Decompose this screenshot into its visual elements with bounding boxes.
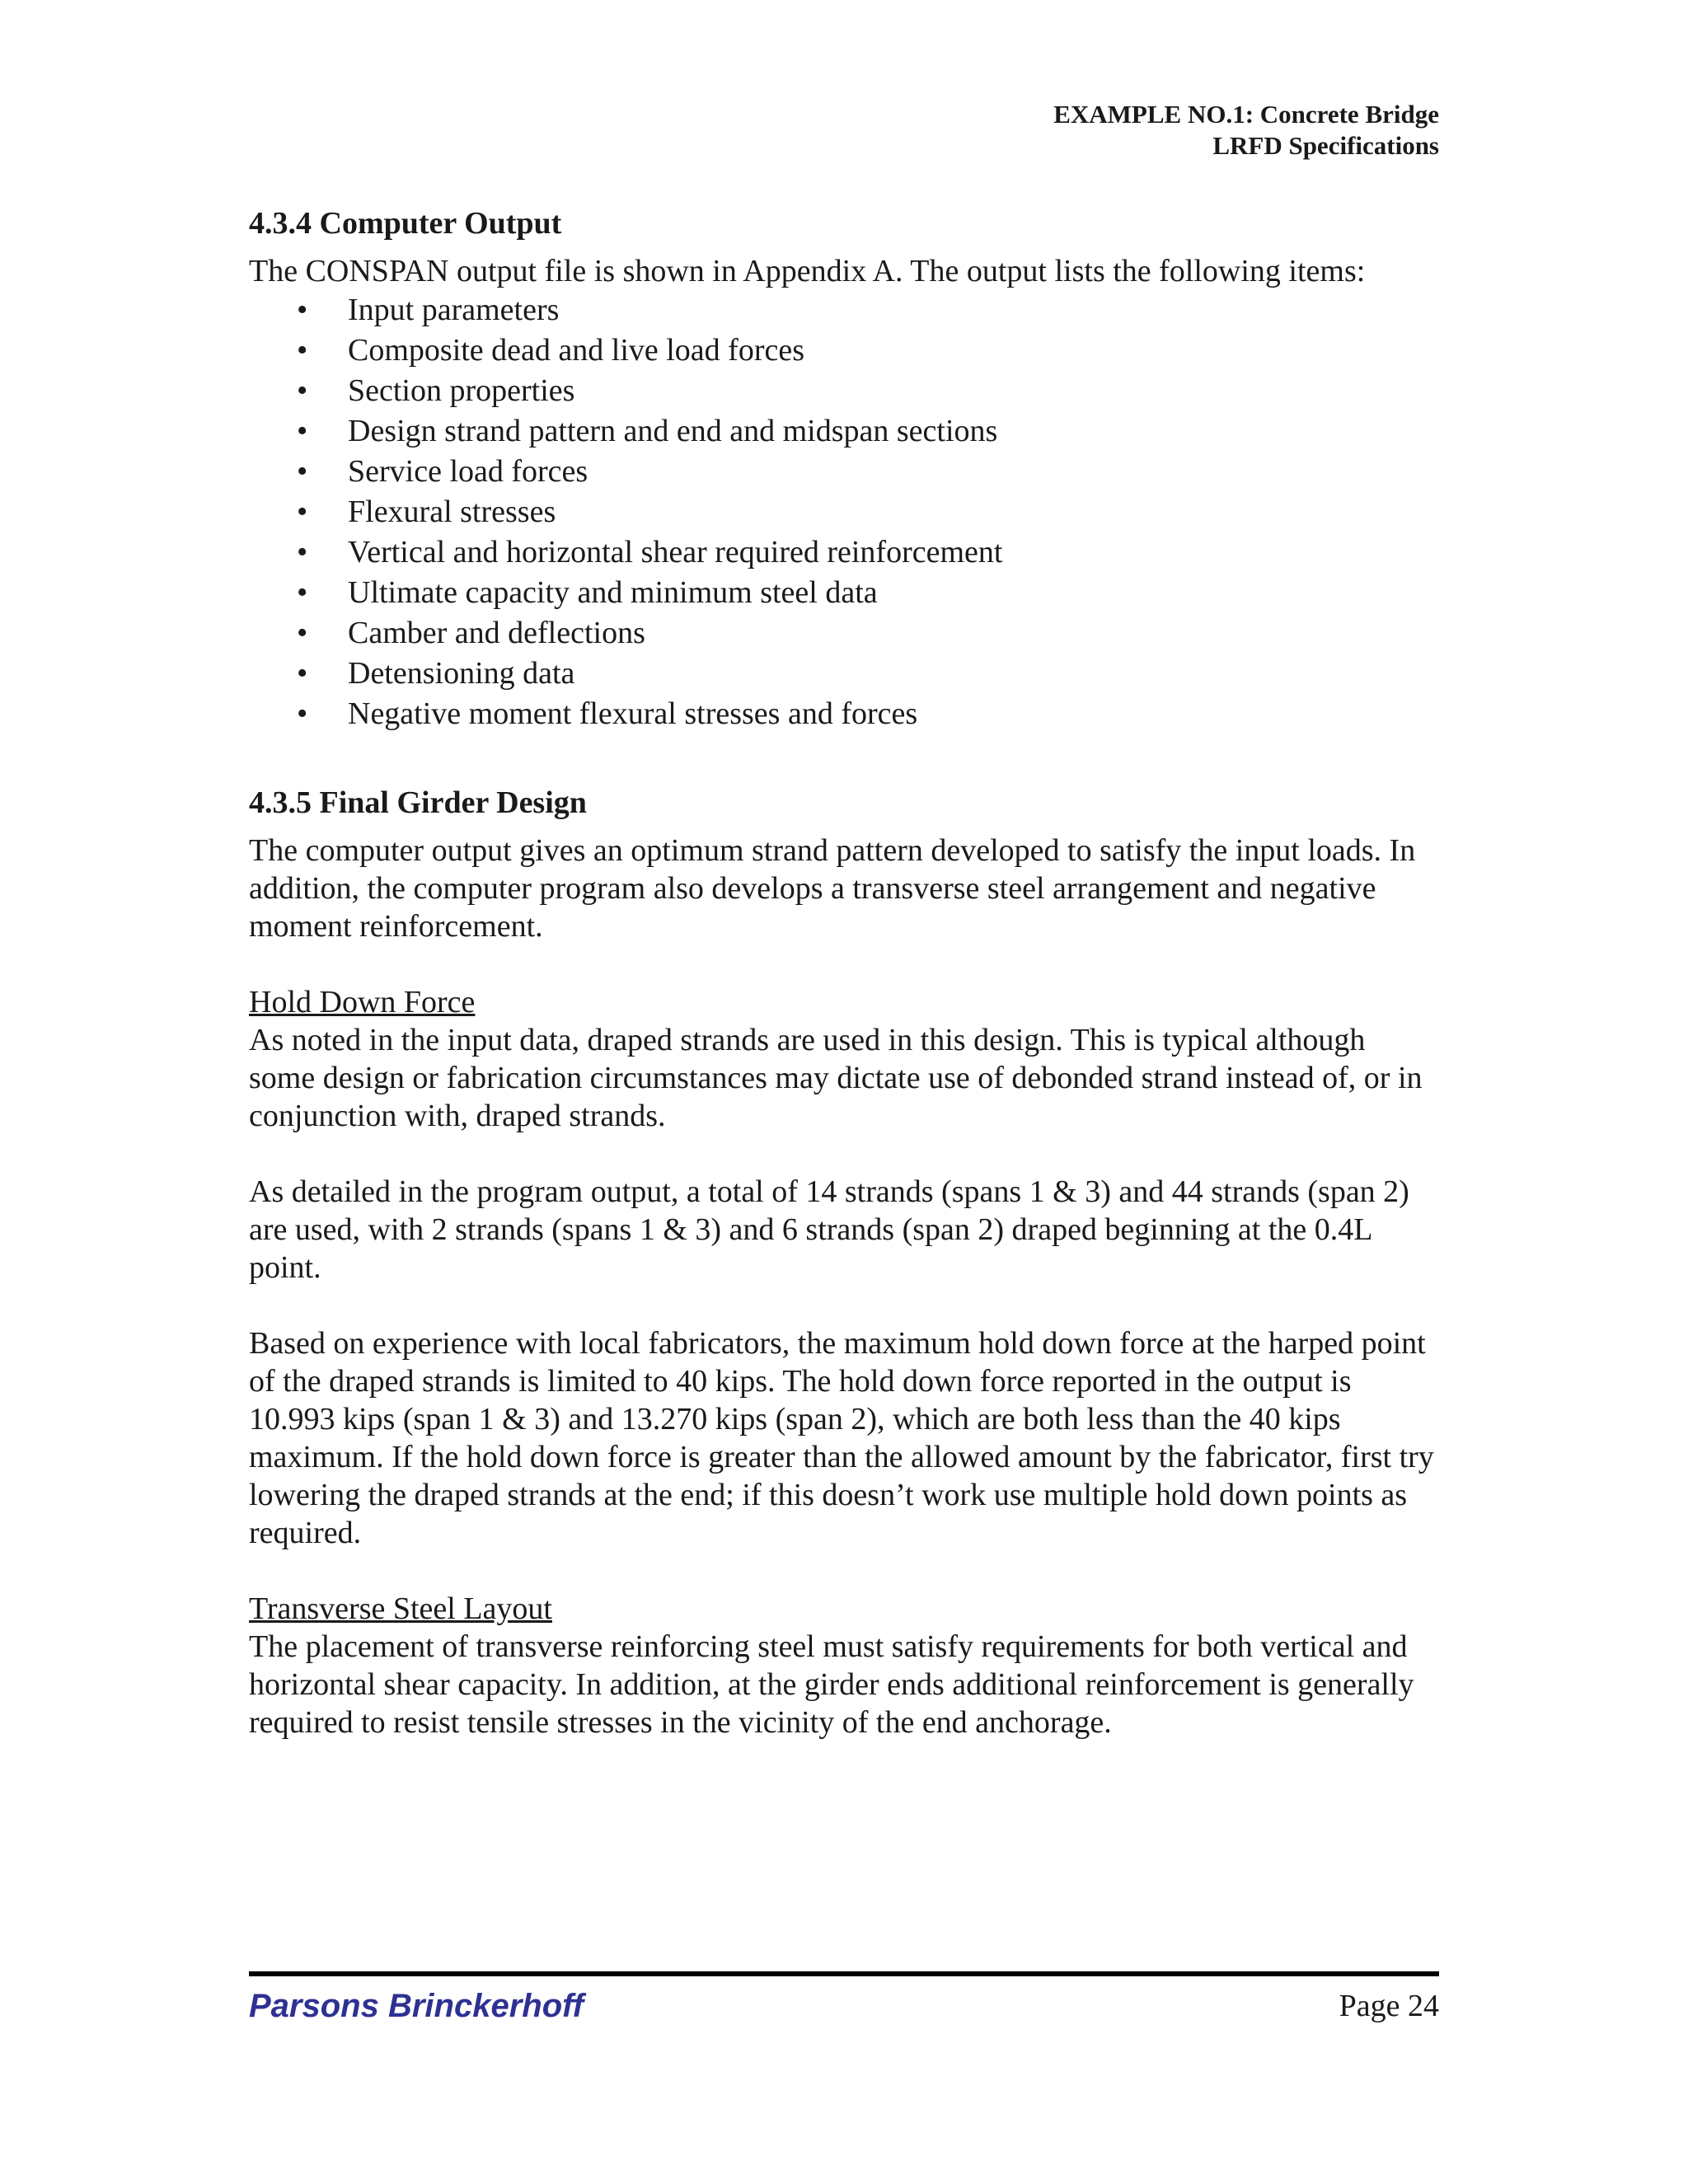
section-heading-computer-output: 4.3.4 Computer Output <box>249 206 562 241</box>
paragraph-spacer <box>249 1135 1439 1173</box>
bullet-icon: • <box>297 414 308 448</box>
list-item <box>249 573 1439 613</box>
bullet-icon: • <box>297 575 308 610</box>
paragraph-spacer <box>249 945 1439 983</box>
list-item <box>249 613 1439 654</box>
list-item <box>249 654 1439 694</box>
running-header <box>1053 99 1439 162</box>
bullet-icon: • <box>297 535 308 569</box>
bullet-icon: • <box>297 293 308 327</box>
list-item-text: Section properties <box>348 373 575 408</box>
page-content <box>249 204 1439 1741</box>
list-item-text: Service load forces <box>348 454 588 489</box>
bullet-icon: • <box>297 696 308 731</box>
bullet-icon: • <box>297 616 308 650</box>
list-item-text: Design strand pattern and end and midspan sections <box>348 414 998 448</box>
list-item <box>249 330 1439 371</box>
list-item-text: Detensioning data <box>348 656 575 691</box>
header-subtitle: LRFD Specifications <box>1212 131 1439 160</box>
output-items-list <box>249 290 1439 734</box>
list-item <box>249 452 1439 492</box>
list-item-text: Composite dead and live load forces <box>348 333 805 368</box>
subheading-hold-down-force: Hold Down Force <box>249 985 476 1019</box>
list-item-text: Negative moment flexural stresses and forces <box>348 696 918 731</box>
list-item <box>249 694 1439 734</box>
hold-down-paragraph-2: As detailed in the program output, a total of 14 strands (spans 1 & 3) and 44 strands (span 2) are used, with 2 strands (spans 1 & 3) and 6 strands (span 2) draped beginning at the 0.4L point. <box>249 1174 1409 1285</box>
list-item-text: Ultimate capacity and minimum steel data <box>348 575 878 610</box>
bullet-icon: • <box>297 373 308 408</box>
hold-down-paragraph-3: Based on experience with local fabricators, the maximum hold down force at the harped point of the draped strands is limited to 40 kips. The hold down force reported in the output is 10.993 kips (span 1 & 3) and 13.270 kips (span 2), which are both less than the 40 kips maximum. If the hold down force is greater than the allowed amount by the fabricator, first try lowering the draped strands at the end; if this doesn’t work use multiple hold down points as required. <box>249 1326 1434 1550</box>
footer-company-name: Parsons Brinckerhoff <box>249 1988 584 2024</box>
computer-output-intro: The CONSPAN output file is shown in Appendix A. The output lists the following items: <box>249 254 1366 288</box>
list-item-text: Flexural stresses <box>348 494 556 529</box>
list-item-text: Input parameters <box>348 293 560 327</box>
paragraph-spacer <box>249 1552 1439 1590</box>
header-title: EXAMPLE NO.1: Concrete Bridge <box>1053 100 1439 129</box>
bullet-icon: • <box>297 454 308 489</box>
hold-down-paragraph-1: As noted in the input data, draped strands are used in this design. This is typical although some design or fabrication circumstances may dictate use of debonded strand instead of, or in conjunction with, draped strands. <box>249 1023 1423 1133</box>
section-heading-final-girder-design: 4.3.5 Final Girder Design <box>249 785 587 820</box>
list-item <box>249 492 1439 532</box>
section-spacer <box>249 734 1439 784</box>
list-item <box>249 290 1439 330</box>
paragraph-spacer <box>249 1286 1439 1324</box>
bullet-icon: • <box>297 333 308 368</box>
page-number: Page 24 <box>1339 1989 1439 2023</box>
list-item-text: Vertical and horizontal shear required reinforcement <box>348 535 1003 569</box>
final-girder-intro: The computer output gives an optimum strand pattern developed to satisfy the input loads. In addition, the computer program also develops a transverse steel arrangement and negative moment reinforcement. <box>249 833 1416 944</box>
bullet-icon: • <box>297 494 308 529</box>
list-item <box>249 532 1439 573</box>
list-item <box>249 371 1439 411</box>
transverse-paragraph: The placement of transverse reinforcing steel must satisfy requirements for both vertical and horizontal shear capacity. In addition, at the girder ends additional reinforcement is generally required to resist tensile stresses in the vicinity of the end anchorage. <box>249 1629 1414 1740</box>
list-item-text: Camber and deflections <box>348 616 645 650</box>
footer-rule <box>249 1971 1439 1976</box>
bullet-icon: • <box>297 656 308 691</box>
subheading-transverse-steel-layout: Transverse Steel Layout <box>249 1591 552 1626</box>
list-item <box>249 411 1439 452</box>
